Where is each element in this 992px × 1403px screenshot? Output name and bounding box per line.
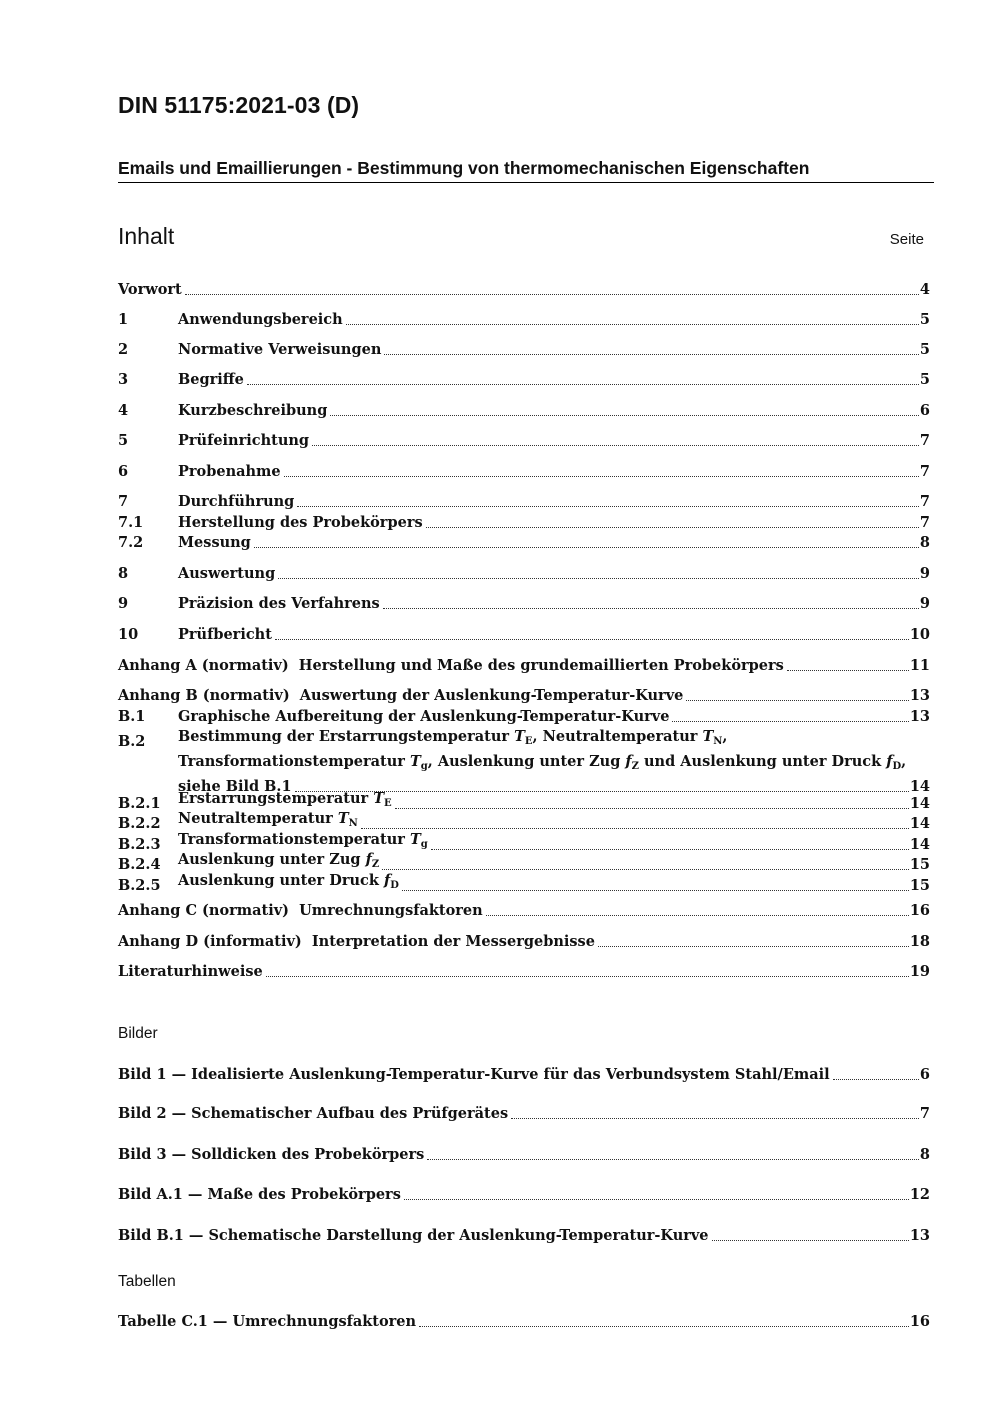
toc-entry-text: Neutraltemperatur $T_N$: [178, 810, 358, 829]
toc-entry-text-line1: Bestimmung der Erstarrungstemperatur $T_E$, Neutraltemperatur $T_N$,: [178, 728, 728, 747]
table-entry-text: Tabelle C.1 — Umrechnungsfaktoren: [118, 1313, 417, 1330]
toc-entry-text: Begriffe: [178, 371, 244, 388]
toc-entry-page: 7: [919, 463, 930, 480]
toc-entry-text-line2: Transformationstemperatur $T_g$, Auslenkung unter Zug $f_Z$ und Auslenkung unter Druck $f_D$,: [178, 753, 907, 772]
toc-entry-1[interactable]: [118, 310, 930, 330]
toc-entry-text: Anhang C (normativ) Umrechnungsfaktoren: [118, 902, 483, 919]
toc-entry-page: 8: [919, 534, 930, 551]
toc-entry-text-line3: siehe Bild B.1: [178, 778, 292, 795]
figure-entry-page: 13: [909, 1227, 930, 1244]
figure-entry-text: Bild 1 — Idealisierte Auslenkung-Temperatur-Kurve für das Verbundsystem Stahl/Email: [118, 1066, 830, 1083]
toc-entry-number: B.2.1: [118, 795, 161, 812]
toc-entry-number: B.1: [118, 708, 146, 725]
toc-heading: Inhalt: [118, 223, 175, 249]
toc-entry-page: 9: [919, 595, 930, 612]
figure-entry[interactable]: [118, 1145, 930, 1165]
toc-entry-b2[interactable]: [118, 727, 930, 797]
toc-entry-page: 9: [919, 565, 930, 582]
toc-entry-page: 4: [919, 281, 930, 298]
toc-entry-page: 11: [909, 657, 930, 674]
tabellen-heading: Tabellen: [118, 1273, 176, 1290]
toc-entry-page: 6: [919, 402, 930, 419]
toc-entry-page: 16: [909, 902, 930, 919]
toc-entry-page: 15: [909, 877, 930, 894]
toc-entry-number: 4: [118, 402, 129, 419]
toc-entry-text: Auslenkung unter Druck $f_D$: [178, 872, 399, 891]
toc-entry-number: 9: [118, 595, 129, 612]
toc-entry-text: Probenahme: [178, 463, 281, 480]
toc-entry-text: Herstellung des Probekörpers: [178, 514, 423, 531]
toc-entry-5[interactable]: [118, 431, 930, 451]
toc-entry-page: 13: [909, 687, 930, 704]
table-entry-page: 16: [909, 1313, 930, 1330]
toc-entry-6[interactable]: [118, 462, 930, 482]
toc-entry-number: 1: [118, 311, 129, 328]
toc-entry-number: 10: [118, 626, 139, 643]
toc-entry-text: Normative Verweisungen: [178, 341, 382, 358]
toc-entry-10[interactable]: [118, 625, 930, 645]
document-id: DIN 51175:2021-03 (D): [118, 92, 360, 118]
toc-entry-text: Anwendungsbereich: [178, 311, 343, 328]
toc-entry-4[interactable]: [118, 401, 930, 421]
toc-entry-number: 8: [118, 565, 129, 582]
figure-entry-text: Bild 2 — Schematischer Aufbau des Prüfgerätes: [118, 1105, 509, 1122]
toc-entry-number: B.2.3: [118, 836, 161, 853]
toc-entry-7-1[interactable]: [118, 513, 930, 533]
page-column-label: Seite: [889, 231, 924, 248]
toc-entry-text: Anhang B (normativ) Auswertung der Auslenkung-Temperatur-Kurve: [118, 687, 684, 704]
toc-entry-page: 14: [909, 795, 930, 812]
toc-entry-text: Prüfeinrichtung: [178, 432, 310, 449]
toc-entry-literatur[interactable]: [118, 962, 930, 982]
figure-entry[interactable]: [118, 1065, 930, 1085]
toc-entry-text: Anhang A (normativ) Herstellung und Maße des grundemaillierten Probekörpers: [118, 657, 784, 674]
toc-entry-text: Prüfbericht: [178, 626, 272, 643]
toc-entry-page: 10: [909, 626, 930, 643]
toc-entry-page: 13: [909, 708, 930, 725]
toc-entry-text: Transformationstemperatur $T_g$: [178, 831, 428, 850]
toc-entry-number: B.2.4: [118, 856, 161, 873]
toc-entry-page: 5: [919, 341, 930, 358]
toc-entry-anhang-d[interactable]: [118, 932, 930, 952]
toc-entry-text: Erstarrungstemperatur $T_E$: [178, 790, 392, 809]
toc-entry-number: 3: [118, 371, 129, 388]
toc-entry-number: 7.2: [118, 534, 144, 551]
figure-entry-page: 7: [919, 1105, 930, 1122]
toc-entry-7[interactable]: [118, 492, 930, 512]
toc-entry-2[interactable]: [118, 340, 930, 360]
toc-entry-number: 7: [118, 493, 129, 510]
figure-entry-page: 12: [909, 1186, 930, 1203]
toc-entry-vorwort[interactable]: [118, 280, 930, 300]
toc-entry-page: 7: [919, 432, 930, 449]
figure-entry-page: 8: [919, 1146, 930, 1163]
figure-entry-page: 6: [919, 1066, 930, 1083]
figure-entry[interactable]: [118, 1226, 930, 1246]
toc-entry-text: Durchführung: [178, 493, 295, 510]
figure-entry[interactable]: [118, 1185, 930, 1205]
toc-entry-9[interactable]: [118, 594, 930, 614]
toc-entry-text: Kurzbeschreibung: [178, 402, 328, 419]
toc-entry-anhang-c[interactable]: [118, 901, 930, 921]
toc-entry-text: Literaturhinweise: [118, 963, 263, 980]
toc-entry-anhang-a[interactable]: [118, 656, 930, 676]
table-entry[interactable]: [118, 1312, 930, 1332]
toc-entry-page: 7: [919, 514, 930, 531]
toc-entry-page: 19: [909, 963, 930, 980]
toc-entry-text: Anhang D (informativ) Interpretation der Messergebnisse: [118, 933, 595, 950]
toc-entry-number: 2: [118, 341, 129, 358]
toc-entry-number: 6: [118, 463, 129, 480]
toc-entry-b2-5[interactable]: [118, 871, 930, 896]
toc-entry-page: 5: [919, 371, 930, 388]
toc-entry-page: 14: [909, 836, 930, 853]
toc-entry-text: Auswertung: [178, 565, 276, 582]
title-underline: [118, 182, 934, 183]
document-title: Emails und Emaillierungen - Bestimmung von thermomechanischen Eigenschaften: [118, 158, 810, 178]
toc-entry-page: 14: [909, 778, 930, 795]
figure-entry-text: Bild B.1 — Schematische Darstellung der Auslenkung-Temperatur-Kurve: [118, 1227, 709, 1244]
toc-entry-3[interactable]: [118, 370, 930, 390]
toc-entry-text: Graphische Aufbereitung der Auslenkung-Temperatur-Kurve: [178, 708, 670, 725]
toc-entry-b1[interactable]: [118, 707, 930, 727]
toc-entry-text: Auslenkung unter Zug $f_Z$: [178, 851, 380, 870]
toc-entry-number: 7.1: [118, 514, 144, 531]
toc-entry-page: 7: [919, 493, 930, 510]
toc-entry-page: 18: [909, 933, 930, 950]
toc-entry-text: Vorwort: [118, 281, 182, 298]
toc-entry-text: Präzision des Verfahrens: [178, 595, 380, 612]
toc-entry-8[interactable]: [118, 564, 930, 584]
toc-entry-7-2[interactable]: [118, 533, 930, 553]
toc-entry-page: 5: [919, 311, 930, 328]
figure-entry-text: Bild A.1 — Maße des Probekörpers: [118, 1186, 401, 1203]
toc-entry-anhang-b[interactable]: [118, 686, 930, 706]
toc-entry-text: Messung: [178, 534, 251, 551]
toc-entry-number: B.2.5: [118, 877, 161, 894]
toc-entry-page: 15: [909, 856, 930, 873]
toc-entry-number: B.2.2: [118, 815, 161, 832]
figure-entry[interactable]: [118, 1104, 930, 1124]
bilder-heading: Bilder: [118, 1025, 158, 1042]
toc-entry-number: 5: [118, 432, 129, 449]
toc-entry-page: 14: [909, 815, 930, 832]
toc-entry-number: B.2: [118, 733, 146, 750]
figure-entry-text: Bild 3 — Solldicken des Probekörpers: [118, 1146, 425, 1163]
